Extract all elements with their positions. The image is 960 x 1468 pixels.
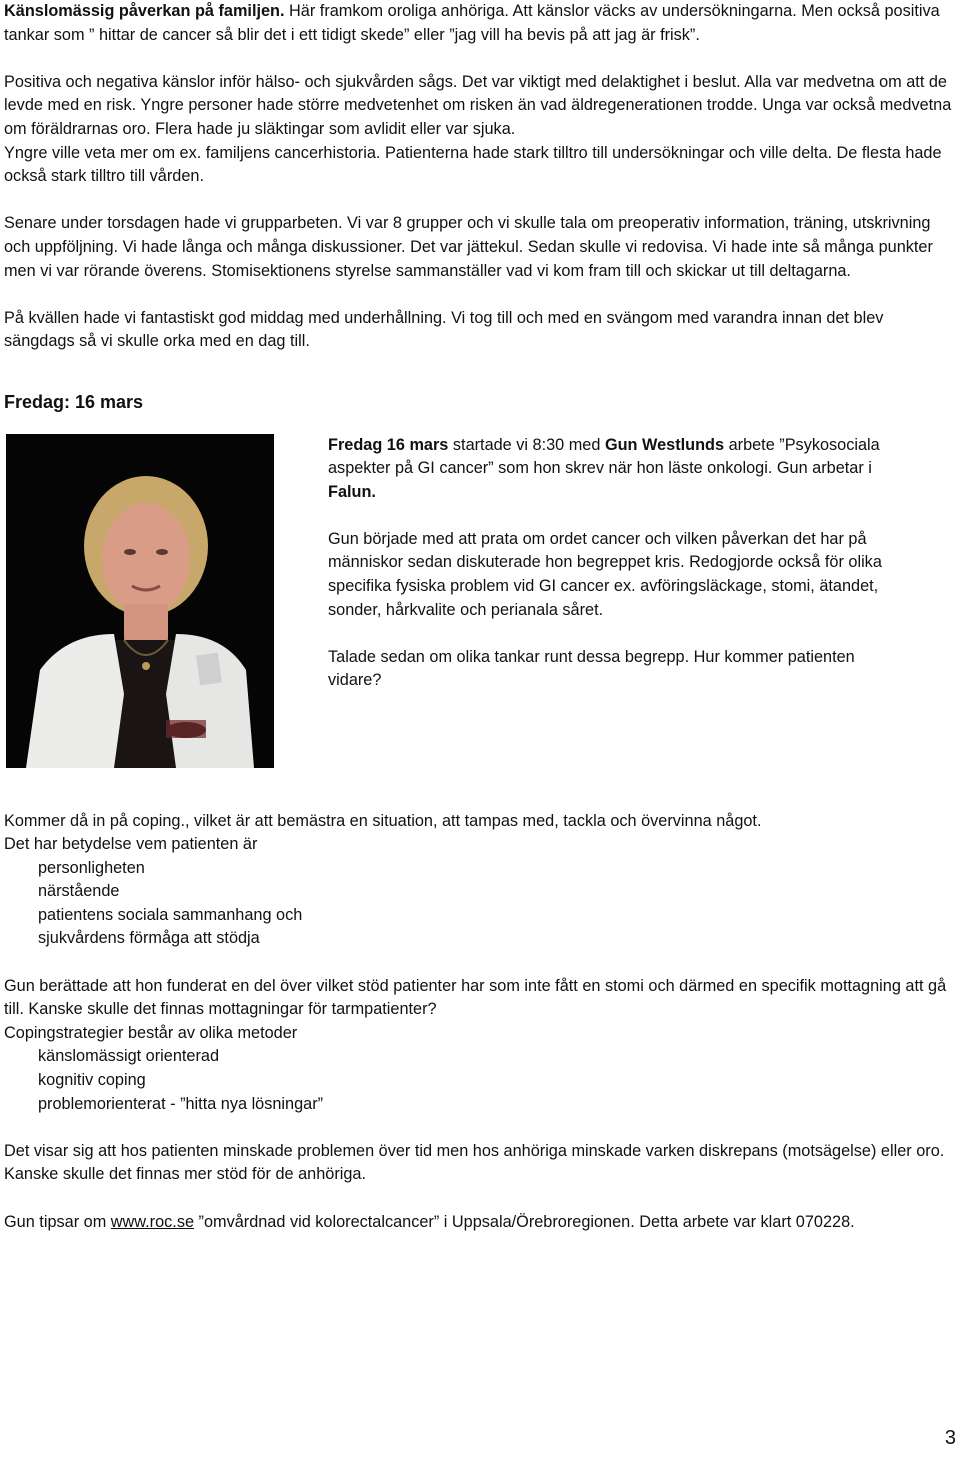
coping-paragraph-3: Gun berättade att hon funderat en del över vilket stöd patienter har som inte fått en stomi och därmed en specifik mottagning att gå till. Kanske skulle det finnas mottagningar för tarmpatienter? (4, 976, 947, 1019)
coping-list-1 (4, 857, 956, 951)
intro-paragraph-4: Senare under torsdagen hade vi grupparbeten. Vi var 8 grupper och vi skulle tala om preoperativ information, träning, utskrivning och uppföljning. Vi hade långa och många diskussioner. Det var jättekul. Sedan skulle vi redovisa. Vi hade inte så många punkter men vi var rörande överens. Stomisektionens styrelse sammanställer vad vi kom fram till och skickar ut till deltagarna. (4, 214, 933, 280)
intro-paragraph-2: Positiva och negativa känslor inför hälso- och sjukvården sågs. Det var viktigt med delaktighet i beslut. Alla var medvetna om att de levde med en risk. Yngre personer hade större medvetenhet om risken än vad äldregenerationen trodde. Unga var också medvetna om föräldrarnas oro. Flera hade ju släktingar som avlidit eller var sjuka. (4, 72, 952, 138)
friday-paragraph-2: Gun började med att prata om ordet cancer och vilken påverkan det har på människor sedan diskuterade hon begreppet kris. Redogjorde också för olika specifika fysiska problem vid GI cancer ex. avföringsläckage, stomi, ätandet, sonder, hårkvalite och perianala såret. (328, 529, 882, 619)
list-item: sjukvårdens förmåga att stödja (38, 929, 260, 948)
section-heading-friday: Fredag: 16 mars (4, 391, 144, 412)
document-page (4, 0, 956, 1234)
list-item: kognitiv coping (38, 1071, 146, 1090)
coping-paragraph-2: Det har betydelse vem patienten är (4, 835, 258, 854)
page-number: 3 (944, 1427, 956, 1449)
list-item: patientens sociala sammanhang och (38, 905, 303, 924)
list-item: känslomässigt orienterad (38, 1047, 219, 1066)
friday-paragraph-3: Talade sedan om olika tankar runt dessa begrepp. Hur kommer patienten vidare? (328, 647, 855, 690)
photo-row (4, 434, 956, 774)
intro-paragraph-1: Känslomässig påverkan på familjen. Här framkom oroliga anhöriga. Att känslor väcks av undersökningarna. Men också positiva tankar som ” hittar de cancer så blir det i ett tidigt skede” eller ”jag vill ha bevis på att jag är frisk”. (4, 2, 940, 44)
list-item: personligheten (38, 858, 145, 877)
coping-paragraph-4: Copingstrategier består av olika metoder (4, 1023, 298, 1042)
friday-paragraph-1: Fredag 16 mars startade vi 8:30 med Gun Westlunds arbete ”Psykosociala aspekter på GI cancer” som hon skrev när hon läste onkologi. Gun arbetar i Falun. (328, 435, 880, 501)
roc-link[interactable]: www.roc.se (110, 1212, 195, 1231)
coping-paragraph-6: Gun tipsar om www.roc.se ”omvårdnad vid kolorectalcancer” i Uppsala/Örebroregionen. Detta arbete var klart 070228. (4, 1212, 855, 1231)
photo-caption-text (328, 434, 888, 694)
section-lead-bold: Känslomässig påverkan på familjen. (4, 2, 285, 20)
list-item: problemorienterat - ”hitta nya lösningar” (38, 1094, 324, 1113)
intro-paragraph-3: Yngre ville veta mer om ex. familjens cancerhistoria. Patienterna hade stark tilltro till undersökningar och ville delta. De flesta hade också stark tilltro till vården. (4, 143, 942, 186)
coping-list-2 (4, 1045, 956, 1116)
intro-paragraph-5: På kvällen hade vi fantastiskt god middag med underhållning. Vi tog till och med en svängom med varandra innan det blev sängdags så vi skulle orka med en dag till. (4, 308, 884, 351)
speaker-photo (6, 434, 274, 768)
list-item: närstående (38, 882, 120, 901)
coping-paragraph-5: Det visar sig att hos patienten minskade problemen över tid men hos anhöriga minskade varken diskrepans (motsägelse) eller oro. Kanske skulle det finnas mer stöd för de anhöriga. (4, 1141, 945, 1184)
coping-paragraph-1: Kommer då in på coping., vilket är att bemästra en situation, att tampas med, tackla och övervinna något. (4, 811, 762, 830)
